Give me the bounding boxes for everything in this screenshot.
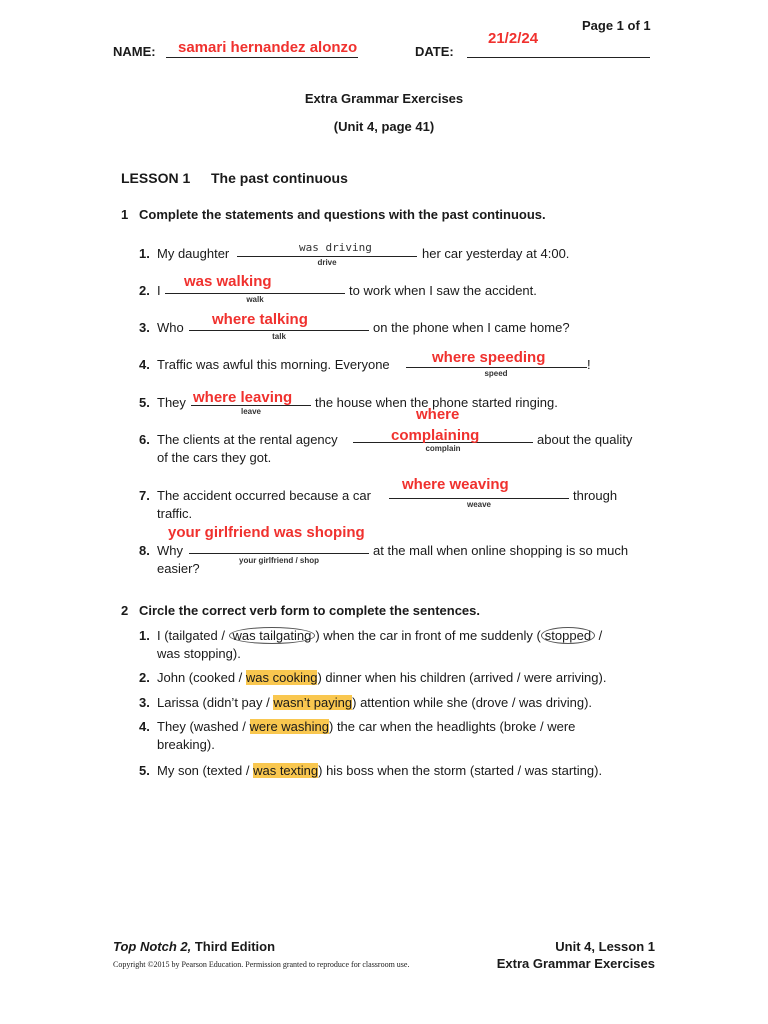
highlighted-answer: were washing xyxy=(249,719,329,734)
ex1-item-text: Traffic was awful this morning. Everyone xyxy=(157,357,390,372)
ex1-item-text: at the mall when online shopping is so much xyxy=(373,543,629,558)
handwritten-answer: was driving xyxy=(299,241,372,254)
lesson-label: LESSON 1 xyxy=(121,170,191,186)
ex2-sentence: They (washed / were washing) the car when the headlights (broke / were xyxy=(157,719,576,734)
answer-blank xyxy=(189,330,369,331)
ex2-sentence: My son (texted / was texting) his boss when the storm (started / was starting). xyxy=(157,763,603,778)
ex1-item-number: 8. xyxy=(139,543,150,558)
handwritten-answer: where speeding xyxy=(432,349,546,366)
verb-hint: walk xyxy=(246,295,264,304)
ex1-item-text: Who xyxy=(157,320,184,335)
verb-hint: complain xyxy=(425,444,461,453)
ex1-number: 1 xyxy=(121,207,129,222)
ex1-item-number: 3. xyxy=(139,320,150,335)
ex2-item-number: 5. xyxy=(139,763,150,778)
ex2-item-number: 1. xyxy=(139,628,150,643)
doc-subtitle: (Unit 4, page 41) xyxy=(333,119,435,134)
circled-answer: stopped xyxy=(541,627,595,644)
name-label: NAME: xyxy=(113,44,156,59)
date-label: DATE: xyxy=(415,44,454,59)
ex1-item-text: about the quality xyxy=(537,432,633,447)
answer-blank xyxy=(406,367,587,368)
lesson-topic: The past continuous xyxy=(211,170,348,186)
ex2-sentence: Larissa (didn’t pay / wasn’t paying) attention while she (drove / was driving). xyxy=(157,695,593,710)
ex2-sentence: John (cooked / was cooking) dinner when his children (arrived / were arriving). xyxy=(157,670,607,685)
ex1-item-text: ! xyxy=(587,357,591,372)
footer-copyright: Copyright ©2015 by Pearson Education. Permission granted to reproduce for classroom use. xyxy=(113,960,410,969)
ex1-item-text: her car yesterday at 4:00. xyxy=(422,246,570,261)
page-label: Page 1 of 1 xyxy=(582,18,651,33)
verb-hint: speed xyxy=(484,369,508,378)
verb-hint: weave xyxy=(466,500,492,509)
ex2-sentence: I (tailgated / was tailgating ) when the car in front of me suddenly ( stopped / xyxy=(157,628,603,643)
verb-hint: drive xyxy=(317,258,337,267)
doc-title: Extra Grammar Exercises xyxy=(304,91,464,106)
ex1-item-number: 5. xyxy=(139,395,150,410)
verb-hint: leave xyxy=(240,407,262,416)
handwritten-answer: was walking xyxy=(184,273,272,290)
circled-answer: was tailgating xyxy=(229,627,316,644)
ex1-item-text: The clients at the rental agency xyxy=(157,432,338,447)
handwritten-answer-line1: where xyxy=(416,406,460,423)
answer-blank xyxy=(189,553,369,554)
ex1-item-text: Why xyxy=(157,543,183,558)
verb-hint: talk xyxy=(272,332,286,341)
ex1-item-text: on the phone when I came home? xyxy=(373,320,570,335)
ex2-item-number: 2. xyxy=(139,670,150,685)
handwritten-answer: where talking xyxy=(212,311,308,328)
footer-book: Top Notch 2, Third Edition xyxy=(113,939,276,954)
highlighted-answer: wasn’t paying xyxy=(273,695,353,710)
verb-hint: your girlfriend / shop xyxy=(238,556,320,565)
answer-blank xyxy=(237,256,417,257)
handwritten-answer: where weaving xyxy=(402,476,509,493)
highlighted-answer: was cooking xyxy=(245,670,318,685)
ex1-item-text: easier? xyxy=(157,561,200,576)
name-value: samari hernandez alonzo xyxy=(178,39,358,56)
ex1-item-text: of the cars they got. xyxy=(157,450,272,465)
footer-title: Extra Grammar Exercises xyxy=(496,956,655,971)
ex1-item-text: the house when the phone started ringing. xyxy=(315,395,558,410)
date-line xyxy=(467,57,650,58)
ex1-instruction: Complete the statements and questions with the past continuous. xyxy=(139,207,546,222)
footer-unit-lesson: Unit 4, Lesson 1 xyxy=(555,939,655,954)
ex1-item-text: to work when I saw the accident. xyxy=(349,283,537,298)
ex1-item-number: 2. xyxy=(139,283,150,298)
ex1-item-text: through xyxy=(573,488,618,503)
answer-blank xyxy=(389,498,569,499)
ex1-item-number: 6. xyxy=(139,432,150,447)
ex1-item-number: 7. xyxy=(139,488,150,503)
ex2-number: 2 xyxy=(121,603,129,618)
answer-blank xyxy=(165,293,345,294)
handwritten-answer: your girlfriend was shoping xyxy=(168,524,365,541)
ex2-sentence-cont: breaking). xyxy=(157,737,215,752)
ex1-item-number: 4. xyxy=(139,357,150,372)
date-value: 21/2/24 xyxy=(488,30,539,47)
highlighted-answer: was texting xyxy=(253,763,319,778)
ex2-item-number: 4. xyxy=(139,719,150,734)
ex1-item-text: traffic. xyxy=(157,506,193,521)
ex1-item-text: I xyxy=(157,283,161,298)
ex2-instruction: Circle the correct verb form to complete the sentences. xyxy=(139,603,480,618)
name-line xyxy=(166,57,358,58)
ex1-item-text: My daughter xyxy=(157,246,230,261)
handwritten-answer: where leaving xyxy=(193,389,293,406)
handwritten-answer-line2: complaining xyxy=(391,427,480,444)
ex2-item-number: 3. xyxy=(139,695,150,710)
ex2-sentence-cont: was stopping). xyxy=(157,646,241,661)
ex1-item-text: They xyxy=(157,395,186,410)
ex1-item-text: The accident occurred because a car xyxy=(157,488,371,503)
ex1-item-number: 1. xyxy=(139,246,150,261)
